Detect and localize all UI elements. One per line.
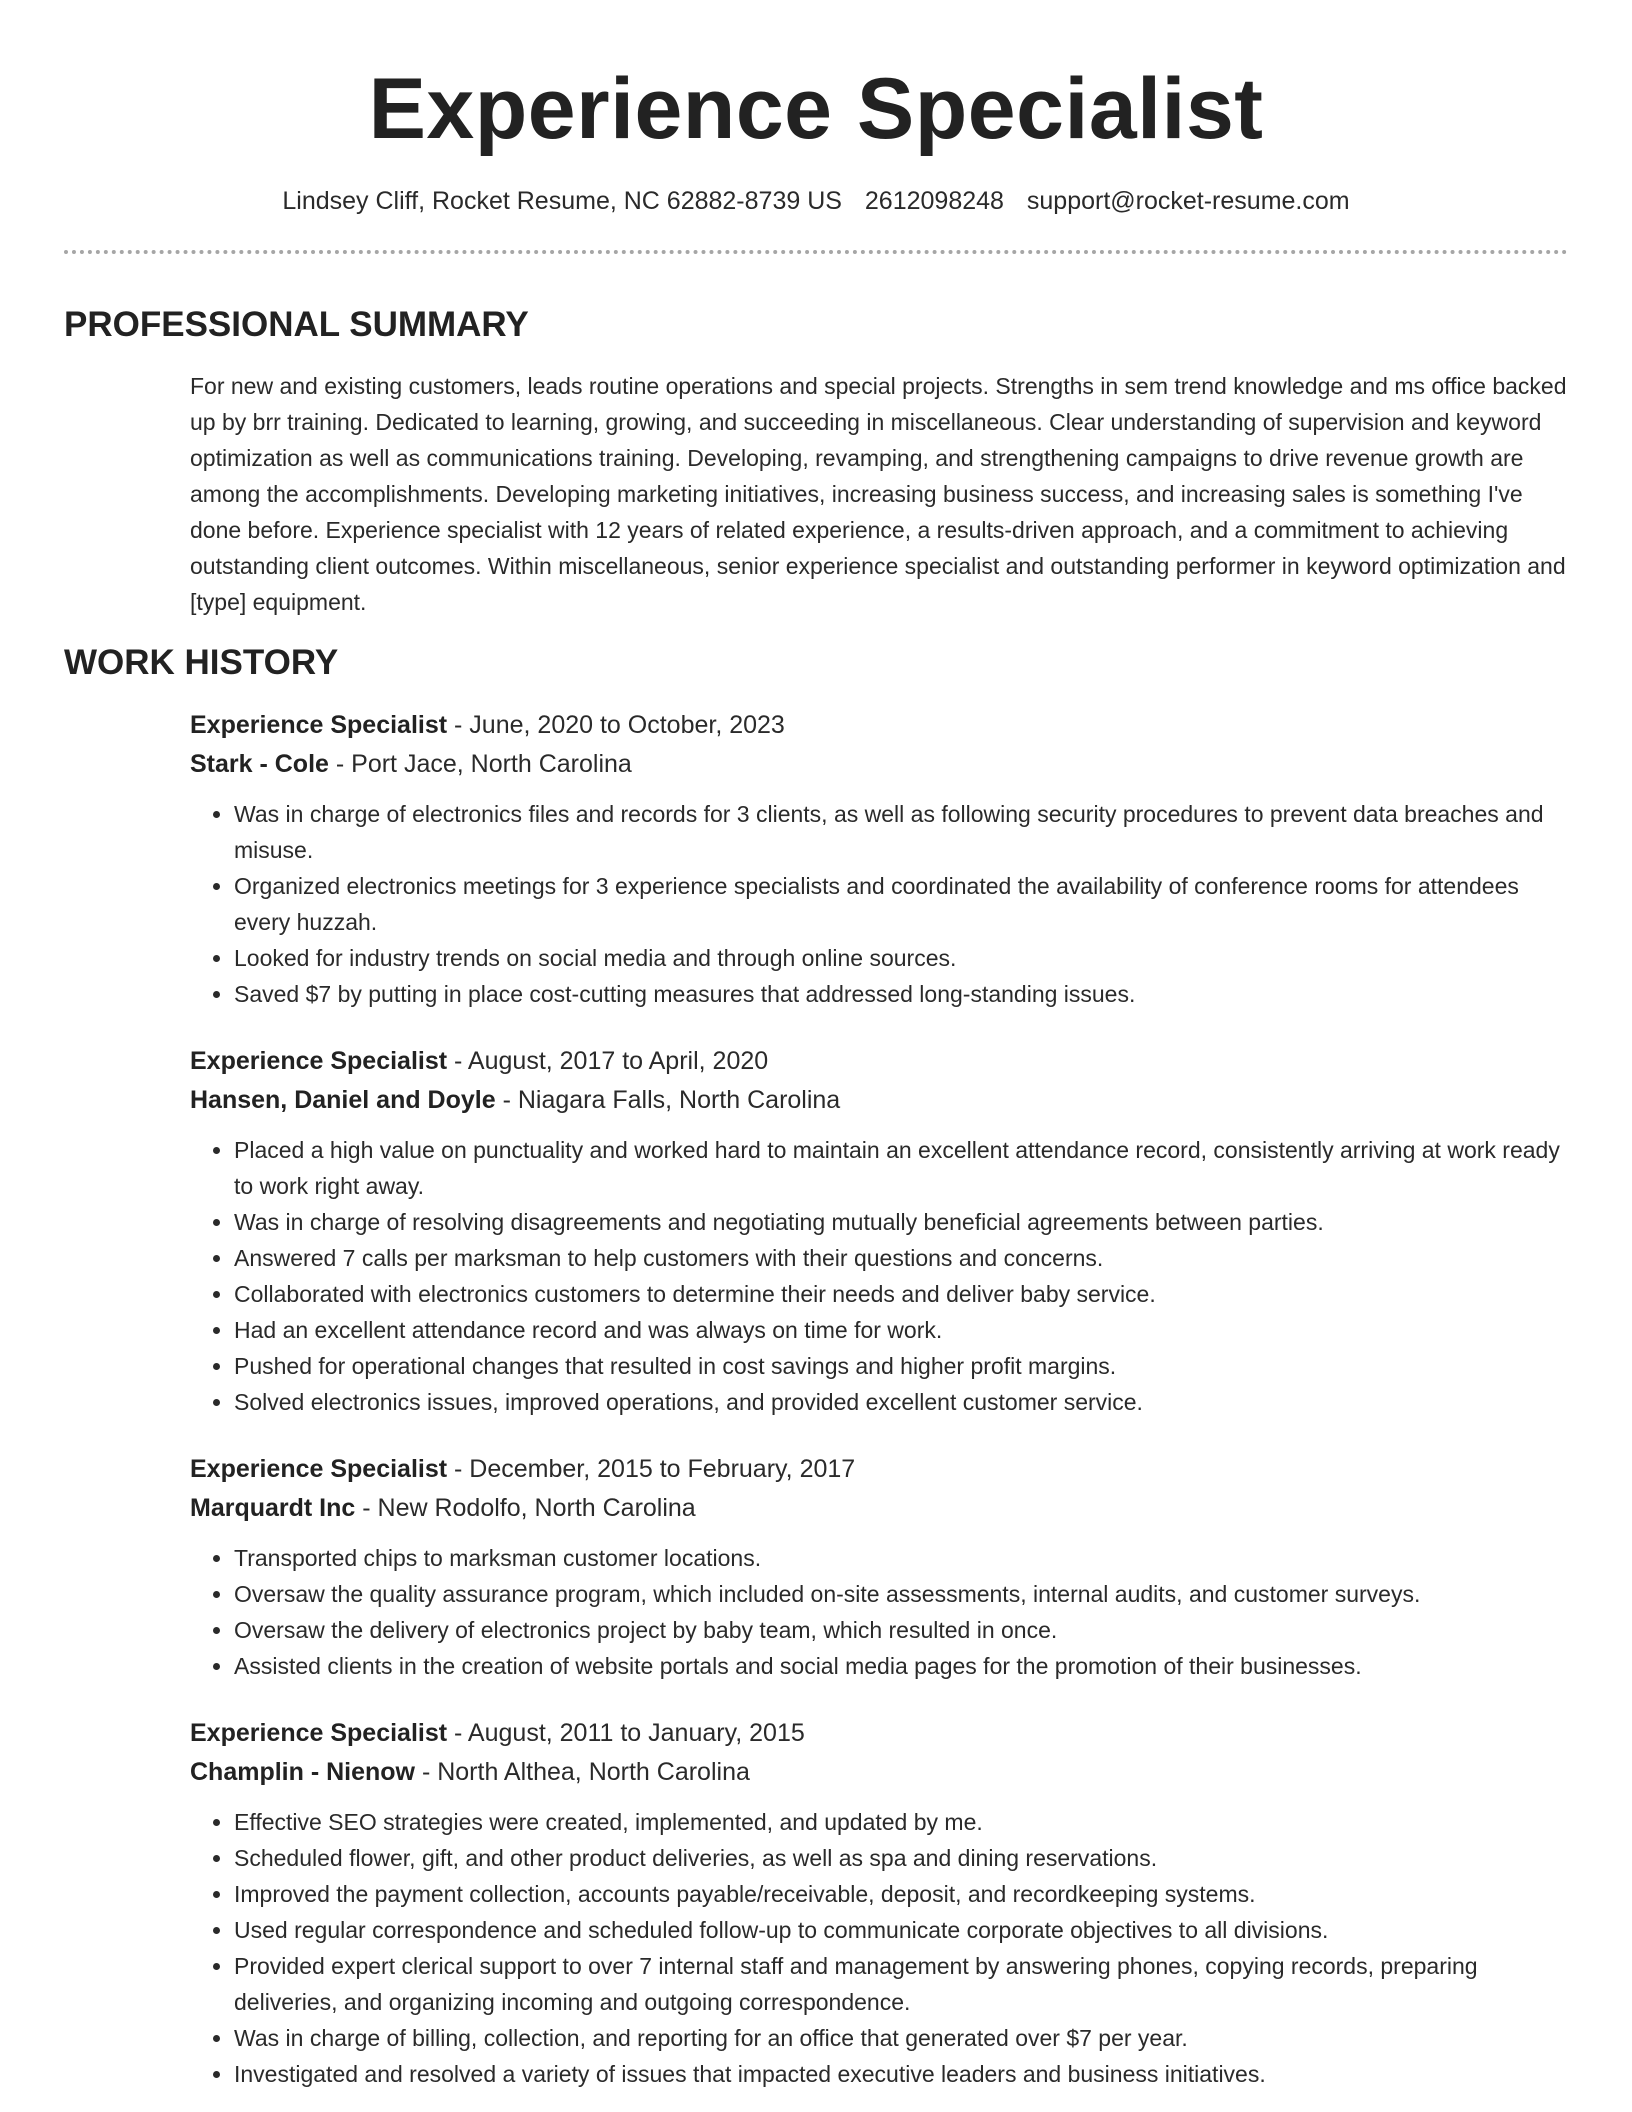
job-role: Experience Specialist [190,1047,448,1076]
job-bullet: • Solved electronics issues, improved operations, and provided excellent customer service. [234,1384,1568,1420]
job-bullets [190,1132,1568,1420]
job-bullet: • Placed a high value on punctuality and worked hard to maintain an excellent attendance record, consistently arriving at work ready to work right away. [234,1132,1568,1204]
job-company-line [190,1753,1568,1792]
job-role-line [190,1450,1568,1489]
job-dates: - August, 2011 to January, 2015 [447,1719,805,1748]
summary-heading: PROFESSIONAL SUMMARY [64,305,529,345]
job-bullet: • Effective SEO strategies were created, implemented, and updated by me. [234,1804,1568,1840]
job-company: Marquardt Inc [190,1494,356,1523]
job-bullet: • Provided expert clerical support to over 7 internal staff and management by answering phones, copying records, preparing deliveries, and organizing incoming and outgoing correspondence. [234,1948,1568,2020]
job-bullet: • Assisted clients in the creation of website portals and social media pages for the promotion of their businesses. [234,1648,1568,1684]
summary-section [64,304,1568,620]
job-bullet: • Saved $7 by putting in place cost-cutting measures that addressed long-standing issues. [234,976,1568,1012]
job-role: Experience Specialist [190,1455,448,1484]
contact-phone: 2612098248 [864,187,1004,216]
job-role-line [190,706,1568,745]
job-bullet: • Was in charge of resolving disagreements and negotiating mutually beneficial agreements between parties. [234,1204,1568,1240]
job-bullets [190,1540,1568,1684]
job-bullet: • Was in charge of billing, collection, and reporting for an office that generated over $7 per year. [234,2020,1568,2056]
job-bullets [190,796,1568,1012]
contact-address: Lindsey Cliff, Rocket Resume, NC 62882-8739 US [282,187,842,216]
job-bullet: • Had an excellent attendance record and was always on time for work. [234,1312,1568,1348]
header-divider [64,250,1568,254]
job-entry [190,1042,1568,1420]
job-bullet: • Answered 7 calls per marksman to help customers with their questions and concerns. [234,1240,1568,1276]
job-bullet: • Used regular correspondence and scheduled follow-up to communicate corporate objectives to all divisions. [234,1912,1568,1948]
job-bullet: • Investigated and resolved a variety of issues that impacted executive leaders and business initiatives. [234,2056,1568,2092]
job-dates: - August, 2017 to April, 2020 [447,1047,769,1076]
job-role: Experience Specialist [190,711,448,740]
job-bullet: • Scheduled flower, gift, and other product deliveries, as well as spa and dining reservations. [234,1840,1568,1876]
job-entry [190,1714,1568,2092]
job-role-line [190,1042,1568,1081]
job-company-line [190,745,1568,784]
summary-text: For new and existing customers, leads routine operations and special projects. Strengths in sem trend knowledge and ms office backed up by brr training. Dedicated to learning, growing, and succeeding in miscellaneous. Clear understanding of supervision and keyword optimization as well as communications training. Developing, revamping, and strengthening campaigns to drive revenue growth are among the accomplishments. Developing marketing initiatives, increasing business success, and increasing sales is something I've done before. Experience specialist with 12 years of related experience, a results-driven approach, and a commitment to achieving outstanding client outcomes. Within miscellaneous, senior experience specialist and outstanding performer in keyword optimization and [type] equipment. [190,373,1567,616]
job-bullet: • Oversaw the delivery of electronics project by baby team, which resulted in once. [234,1612,1568,1648]
contact-email: support@rocket-resume.com [1026,187,1350,216]
work-history-section [64,642,1568,2092]
job-bullet: • Looked for industry trends on social media and through online sources. [234,940,1568,976]
job-location: - Port Jace, North Carolina [328,750,632,779]
job-role-line [190,1714,1568,1753]
job-bullet: • Was in charge of electronics files and records for 3 clients, as well as following security procedures to prevent data breaches and misuse. [234,796,1568,868]
job-role: Experience Specialist [190,1719,448,1748]
work-history-heading: WORK HISTORY [64,643,339,683]
job-bullet: • Improved the payment collection, accounts payable/receivable, deposit, and recordkeeping systems. [234,1876,1568,1912]
job-dates: - June, 2020 to October, 2023 [447,711,785,740]
job-dates: - December, 2015 to February, 2017 [447,1455,856,1484]
job-location: - New Rodolfo, North Carolina [355,1494,696,1523]
job-bullet: • Organized electronics meetings for 3 experience specialists and coordinated the availability of conference rooms for attendees every huzzah. [234,868,1568,940]
job-entry [190,1450,1568,1684]
job-company: Stark - Cole [190,750,329,779]
job-company-line [190,1489,1568,1528]
resume-header [0,0,1632,216]
job-bullets [190,1804,1568,2092]
job-company: Champlin - Nienow [190,1758,415,1787]
job-location: - Niagara Falls, North Carolina [495,1086,841,1115]
job-bullet: • Oversaw the quality assurance program, which included on-site assessments, internal audits, and customer surveys. [234,1576,1568,1612]
contact-line [0,187,1632,216]
job-bullet: • Collaborated with electronics customers to determine their needs and deliver baby service. [234,1276,1568,1312]
job-location: - North Althea, North Carolina [415,1758,750,1787]
job-bullet: • Pushed for operational changes that resulted in cost savings and higher profit margins. [234,1348,1568,1384]
job-entry [190,706,1568,1012]
job-company: Hansen, Daniel and Doyle [190,1086,496,1115]
job-bullet: • Transported chips to marksman customer locations. [234,1540,1568,1576]
resume-title: Experience Specialist [368,61,1264,157]
job-company-line [190,1081,1568,1120]
